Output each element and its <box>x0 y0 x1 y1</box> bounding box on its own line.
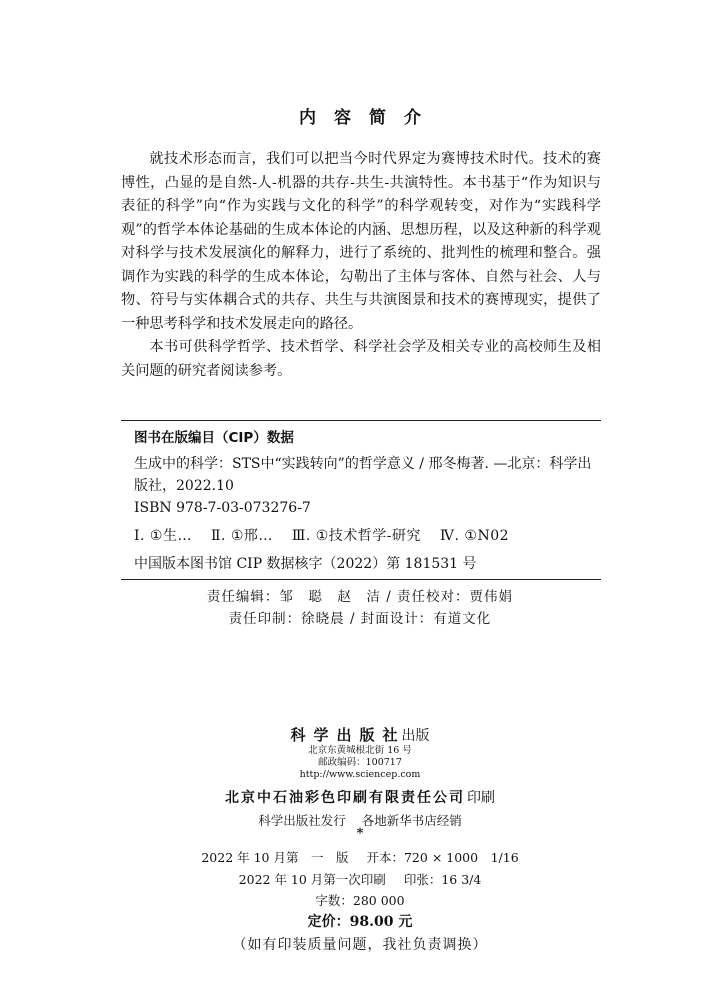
book-format: 开本：720 × 1000 1/16 <box>366 850 519 865</box>
separator-star: * <box>356 826 364 841</box>
quality-note: （如有印装质量问题，我社负责调换） <box>232 937 488 953</box>
book-summary <box>121 148 601 383</box>
cip-top-rule <box>121 420 601 421</box>
price: 定价：98.00 元 <box>307 914 413 930</box>
cip-block <box>134 427 601 575</box>
publisher-suffix: 出版 <box>401 728 430 744</box>
sellers: 各地新华书店经销 <box>361 813 462 828</box>
printer-name: 北京中石油彩色印刷有限责任公司 <box>225 790 465 806</box>
publisher-address: 北京东黄城根北街 16 号 <box>308 745 412 756</box>
edition: 2022 年 10 月第 一 版 <box>201 850 349 865</box>
publisher-line <box>0 724 720 745</box>
cip-heading: 图书在版编目（CIP）数据 <box>134 430 294 446</box>
page-title: 内容简介 <box>299 108 439 128</box>
publisher-postcode: 邮政编码：100717 <box>318 757 402 768</box>
cip-class-4: Ⅳ. ①N02 <box>440 528 510 544</box>
printer-line <box>0 787 720 807</box>
printer-suffix: 印刷 <box>467 790 495 806</box>
publisher-name: 科学出版社 <box>290 726 406 744</box>
cip-bottom-rule <box>121 579 601 580</box>
publication-info <box>0 724 720 957</box>
cip-number: 中国版本图书馆 CIP 数据核字（2022）第 181531 号 <box>134 556 477 572</box>
cip-class-3: Ⅲ. ①技术哲学-研究 <box>291 528 422 544</box>
editorial-credits <box>0 586 720 630</box>
printing-line <box>0 869 720 891</box>
publisher-website: http://www.sciencep.com <box>299 769 421 780</box>
summary-paragraph-2: 本书可供科学哲学、技术哲学、科学社会学及相关专业的高校师生及相关问题的研究者阅读参考。 <box>121 339 601 379</box>
cip-classification <box>134 525 601 547</box>
distributor: 科学出版社发行 <box>258 813 346 828</box>
cip-class-1: Ⅰ. ①生… <box>134 528 192 544</box>
printing: 2022 年 10 月第一次印刷 <box>238 872 386 887</box>
cip-entry: 生成中的科学：STS中“实践转向”的哲学意义 / 邢冬梅著. —北京：科学出版社，2022.10 <box>134 456 592 494</box>
credits-line-2: 责任印制：徐晓晨 / 封面设计：有道文化 <box>228 611 492 627</box>
print-sheets: 印张：16 3/4 <box>403 872 482 887</box>
edition-line <box>0 847 720 869</box>
summary-paragraph-1: 就技术形态而言，我们可以把当今时代界定为赛博技术时代。技术的赛博性，凸显的是自然-人-机器的共存-共生-共演特性。本书基于“作为知识与表征的科学”向“作为实践与文化的科学”的科学观转变，对作为“实践科学观”的哲学本体论基础的生成本体论的内涵、思想历程，以及这种新的科学观对科学与技术发展演化的解释力，进行了系统的、批判性的梳理和整合。强调作为实践的科学的生成本体论，勾勒出了主体与客体、自然与社会、人与物、符号与实体耦合式的共存、共生与共演图景和技术的赛博现实，提供了一种思考科学和技术发展走向的路径。 <box>121 151 601 332</box>
cip-class-2: Ⅱ. ①邢… <box>210 528 273 544</box>
word-count: 字数：280 000 <box>315 893 405 908</box>
cip-isbn: ISBN 978-7-03-073276-7 <box>134 500 311 516</box>
credits-line-1: 责任编辑：邹 聪 赵 洁 / 责任校对：贾伟娟 <box>206 589 514 605</box>
